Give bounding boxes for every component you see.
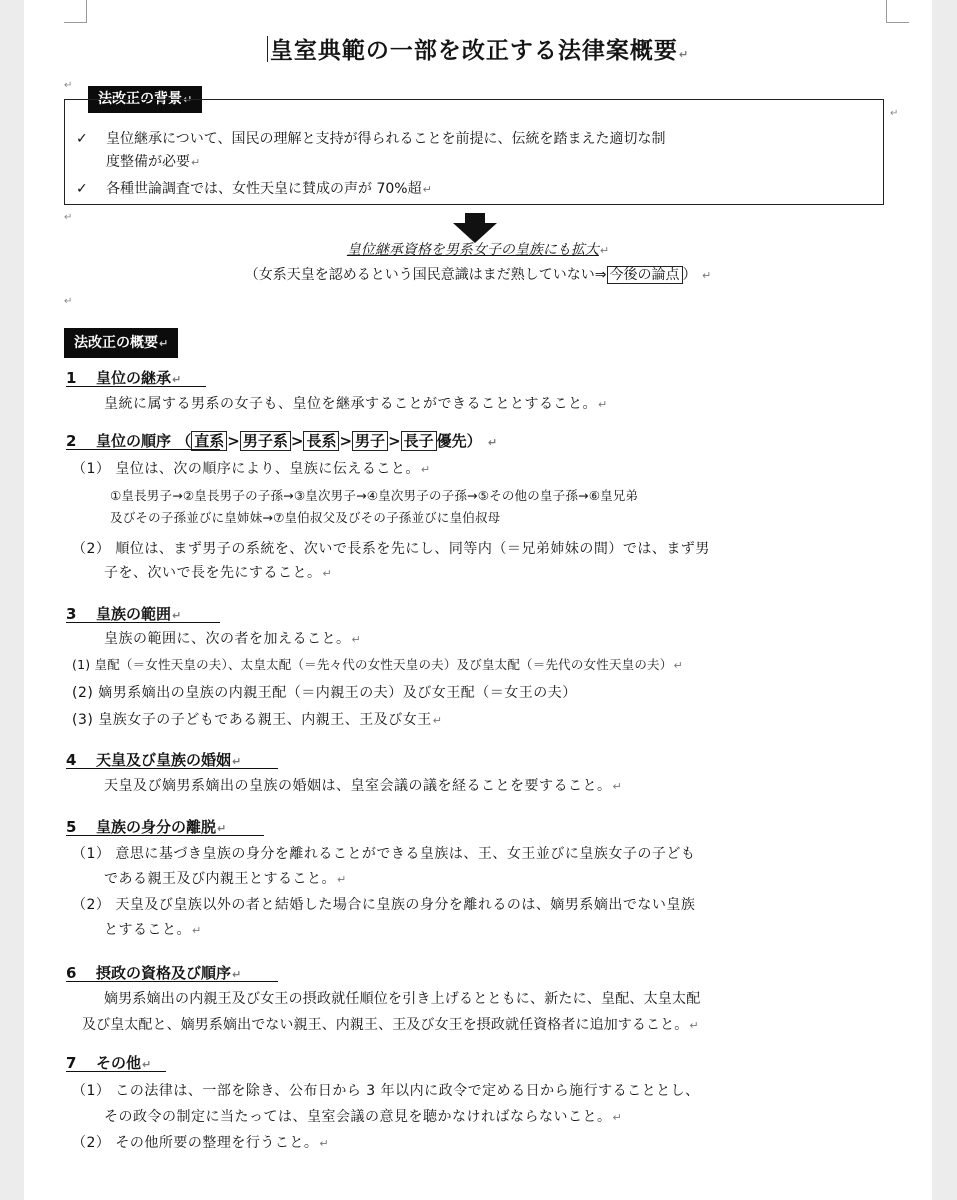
future-issue-box: 今後の論点 [607, 266, 683, 284]
section-4-body: 天皇及び嫡男系嫡出の皇族の婚姻は、皇室会議の議を経ることを要すること。↵ [104, 778, 623, 794]
check-icon: ✓ [76, 131, 88, 147]
section-7-heading: 7 その他↵ [66, 1054, 152, 1072]
section-underline [66, 1071, 166, 1072]
section-underline [66, 622, 220, 623]
order-chain: （ 直系 > 男子系 > 長系 > 男子 > 長子 優先） [176, 432, 482, 450]
section-underline [66, 981, 278, 982]
paragraph-mark: ↵ [64, 296, 73, 307]
section-5-item-1-cont: である親王及び内親王とすること。↵ [104, 871, 347, 887]
section-3-heading: 3 皇族の範囲↵ [66, 605, 182, 623]
section-2-item-2: （2） 順位は、まず男子の系統を、次いで長系を先にし、同等内（＝兄弟姉妹の間）では、まず男 [72, 541, 710, 557]
check-icon: ✓ [76, 181, 88, 197]
conclusion-sub: （女系天皇を認めるという国民意識はまだ熟していない⇒ 今後の論点 ） ↵ [244, 267, 712, 283]
section-underline [66, 449, 220, 450]
section-1-heading: 1 皇位の継承↵ [66, 369, 182, 387]
section-3-item-2: (2) 嫡男系嫡出の皇族の内親王配（＝内親王の夫）及び女王配（＝女王の夫） [72, 685, 577, 701]
section-2-item-2-cont: 子を、次いで長を先にすること。↵ [104, 565, 333, 581]
section-5-item-2-cont: とすること。↵ [104, 922, 202, 938]
section-7-item-1: （1） この法律は、一部を除き、公布日から 3 年以内に政令で定める日から施行することとし、 [72, 1083, 700, 1099]
order-list-line-1: ①皇長男子→②皇長男子の子孫→③皇次男子→④皇次男子の子孫→⑤その他の皇子孫→⑥皇兄弟 [110, 488, 639, 503]
background-bullet-2: ✓ 各種世論調査では、女性天皇に賛成の声が 70%超↵ [76, 178, 876, 202]
overview-label: 法改正の概要↵ [64, 328, 178, 358]
background-label: 法改正の背景↵ [88, 86, 202, 113]
background-bullet-1: ✓ 皇位継承について、国民の理解と支持が得られることを前提に、伝統を踏まえた適切な制 度整備が必要↵ [76, 128, 876, 174]
section-4-heading: 4 天皇及び皇族の婚姻↵ [66, 751, 242, 769]
section-underline [66, 768, 278, 769]
section-6-body-line-2: 及び皇太配と、嫡男系嫡出でない親王、内親王、王及び女王を摂政就任資格者に追加すること。↵ [82, 1017, 699, 1033]
paragraph-mark: ↵ [64, 212, 73, 223]
section-6-heading: 6 摂政の資格及び順序↵ [66, 964, 242, 982]
text-cursor [267, 36, 268, 62]
section-3-item-3: (3) 皇族女子の子どもである親王、内親王、王及び女王↵ [72, 712, 443, 728]
section-1-body: 皇統に属する男系の女子も、皇位を継承することができることとすること。↵ [104, 396, 608, 412]
section-6-body-line-1: 嫡男系嫡出の内親王及び女王の摂政就任順位を引き上げるとともに、新たに、皇配、太皇太配 [104, 991, 701, 1007]
section-7-item-1-cont: その政令の制定に当たっては、皇室会議の意見を聴かなければならないこと。↵ [104, 1109, 623, 1125]
section-3-item-1: (1) 皇配（＝女性天皇の夫）、太皇太配（＝先々代の女性天皇の夫）及び皇太配（＝先代の女性天皇の夫）↵ [72, 657, 683, 672]
section-2-item-1: （1） 皇位は、次の順序により、皇族に伝えること。↵ [72, 461, 431, 477]
section-2-heading: 2 皇位の順序 （ 直系 > 男子系 > 長系 > 男子 > 長子 優先） ↵ [66, 432, 498, 450]
section-7-item-2: （2） その他所要の整理を行うこと。↵ [72, 1135, 330, 1151]
section-underline [66, 835, 264, 836]
crop-mark-top-right [886, 0, 909, 23]
paragraph-mark: ↵ [890, 108, 899, 119]
conclusion-main: 皇位継承資格を男系女子の皇族にも拡大↵ [346, 242, 610, 258]
crop-mark-top-left [64, 0, 87, 23]
order-list-line-2: 及びその子孫並びに皇姉妹→⑦皇伯叔父及びその子孫並びに皇伯叔母 [110, 510, 501, 525]
section-5-heading: 5 皇族の身分の離脱↵ [66, 818, 227, 836]
document-page [24, 0, 932, 1200]
section-3-body: 皇族の範囲に、次の者を加えること。↵ [104, 631, 362, 647]
section-underline [66, 386, 206, 387]
paragraph-mark: ↵ [64, 80, 73, 91]
section-5-item-1: （1） 意思に基づき皇族の身分を離れることができる皇族は、王、女王並びに皇族女子の子ども [72, 846, 696, 862]
document-title[interactable]: 皇室典範の一部を改正する法律案概要↵ [24, 32, 932, 65]
section-5-item-2: （2） 天皇及び皇族以外の者と結婚した場合に皇族の身分を離れるのは、嫡男系嫡出でない皇族 [72, 897, 696, 913]
